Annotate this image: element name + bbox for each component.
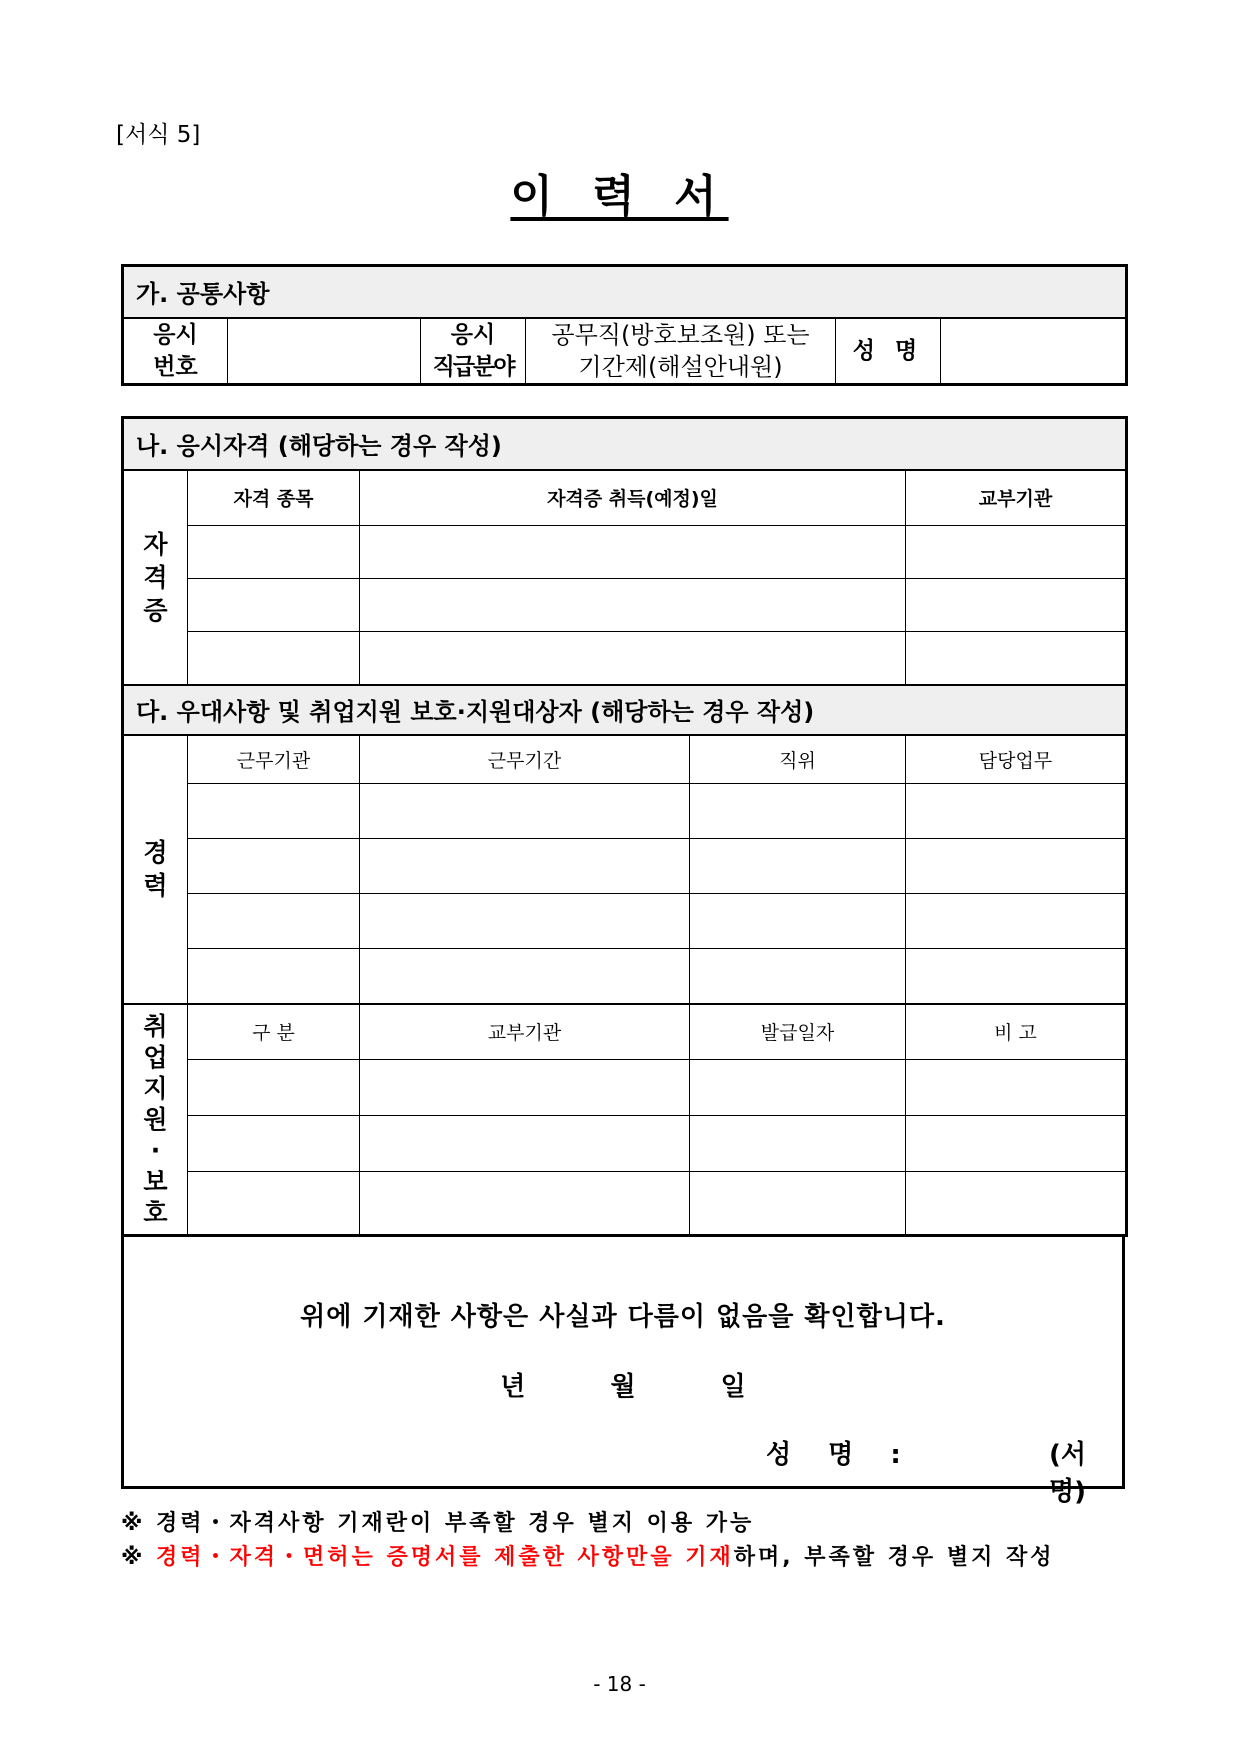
employment-support-side-label: 취 업 지 원 · 보 호 <box>123 1004 188 1236</box>
support-issuer-cell[interactable] <box>360 1060 690 1116</box>
employer-cell[interactable] <box>188 949 360 1004</box>
section-heading-preference: 다. 우대사항 및 취업지원 보호·지원대상자 (해당하는 경우 작성) <box>123 685 1127 735</box>
page-number: - 18 - <box>593 1672 646 1696</box>
confirmation-box <box>121 1236 1125 1507</box>
position-cell[interactable] <box>690 784 906 839</box>
remarks-cell[interactable] <box>906 1116 1127 1172</box>
applied-field-value: 공무직(방호보조원) 또는 기간제(해설안내원) <box>526 318 836 385</box>
position-cell[interactable] <box>690 894 906 949</box>
col-employer: 근무기관 <box>188 735 360 784</box>
note-extra-sheet: ※ 경력・자격사항 기재란이 부족할 경우 별지 이용 가능 <box>121 1511 755 1536</box>
table-row <box>123 784 1127 839</box>
signature-label: (서명) <box>1049 1440 1086 1507</box>
col-period: 근무기간 <box>360 735 690 784</box>
issue-date-cell[interactable] <box>690 1116 906 1172</box>
col-duties: 담당업무 <box>906 735 1127 784</box>
remarks-cell[interactable] <box>906 1060 1127 1116</box>
year-label: 년 <box>500 1372 526 1402</box>
cert-date-cell[interactable] <box>360 579 906 632</box>
period-cell[interactable] <box>360 949 690 1004</box>
certificate-side-label: 자 격 증 <box>123 470 188 685</box>
note-highlight: 경력・자격・면허는 증명서를 제출한 사항만을 기재 <box>156 1545 734 1570</box>
qualification-career-table <box>121 416 1128 1237</box>
employer-cell[interactable] <box>188 839 360 894</box>
career-side-label: 경 력 <box>123 735 188 1004</box>
table-row <box>123 894 1127 949</box>
table-row <box>123 1060 1127 1116</box>
remarks-cell[interactable] <box>906 1172 1127 1236</box>
col-cert-type: 자격 종목 <box>188 470 360 526</box>
table-row <box>123 579 1127 632</box>
period-cell[interactable] <box>360 839 690 894</box>
name-field[interactable] <box>941 318 1127 385</box>
table-row <box>123 949 1127 1004</box>
table-row <box>123 1172 1127 1236</box>
category-cell[interactable] <box>188 1172 360 1236</box>
duties-cell[interactable] <box>906 784 1127 839</box>
applicant-number-label: 응시 번호 <box>123 318 228 385</box>
col-cert-date: 자격증 취득(예정)일 <box>360 470 906 526</box>
duties-cell[interactable] <box>906 839 1127 894</box>
col-support-issuer: 교부기관 <box>360 1004 690 1060</box>
cert-date-cell[interactable] <box>360 632 906 685</box>
form-number: [서식 5] <box>116 122 201 148</box>
duties-cell[interactable] <box>906 894 1127 949</box>
note-certificate-only: ※ 경력・자격・면허는 증명서를 제출한 사항만을 기재하며, 부족할 경우 별지 작성 <box>121 1545 1055 1570</box>
period-cell[interactable] <box>360 894 690 949</box>
category-cell[interactable] <box>188 1116 360 1172</box>
col-category: 구 분 <box>188 1004 360 1060</box>
support-issuer-cell[interactable] <box>360 1172 690 1236</box>
common-info-table <box>121 264 1128 386</box>
section-heading-common: 가. 공통사항 <box>123 266 1127 318</box>
cert-date-cell[interactable] <box>360 526 906 579</box>
category-cell[interactable] <box>188 1060 360 1116</box>
col-position: 직위 <box>690 735 906 784</box>
table-row <box>123 526 1127 579</box>
cert-type-cell[interactable] <box>188 632 360 685</box>
month-label: 월 <box>610 1372 636 1402</box>
duties-cell[interactable] <box>906 949 1127 1004</box>
table-row <box>123 839 1127 894</box>
support-issuer-cell[interactable] <box>360 1116 690 1172</box>
table-row <box>123 1116 1127 1172</box>
day-label: 일 <box>720 1372 746 1402</box>
section-heading-qualification: 나. 응시자격 (해당하는 경우 작성) <box>123 418 1127 470</box>
confirmation-statement: 위에 기재한 사항은 사실과 다름이 없음을 확인합니다. <box>300 1302 946 1332</box>
col-remarks: 비 고 <box>906 1004 1127 1060</box>
cert-issuer-cell[interactable] <box>906 632 1127 685</box>
date-line <box>124 1366 1122 1403</box>
document-title: 이 력 서 <box>510 171 729 222</box>
cert-type-cell[interactable] <box>188 526 360 579</box>
position-cell[interactable] <box>690 839 906 894</box>
cert-type-cell[interactable] <box>188 579 360 632</box>
employer-cell[interactable] <box>188 894 360 949</box>
employer-cell[interactable] <box>188 784 360 839</box>
cert-issuer-cell[interactable] <box>906 579 1127 632</box>
signer-name-label: 성 명 : <box>766 1440 915 1470</box>
position-cell[interactable] <box>690 949 906 1004</box>
cert-issuer-cell[interactable] <box>906 526 1127 579</box>
name-label: 성 명 <box>836 318 941 385</box>
col-issue-date: 발급일자 <box>690 1004 906 1060</box>
applied-field-label: 응시 직급분야 <box>421 318 526 385</box>
col-cert-issuer: 교부기관 <box>906 470 1127 526</box>
period-cell[interactable] <box>360 784 690 839</box>
applicant-number-field[interactable] <box>228 318 421 385</box>
issue-date-cell[interactable] <box>690 1172 906 1236</box>
table-row <box>123 632 1127 685</box>
issue-date-cell[interactable] <box>690 1060 906 1116</box>
